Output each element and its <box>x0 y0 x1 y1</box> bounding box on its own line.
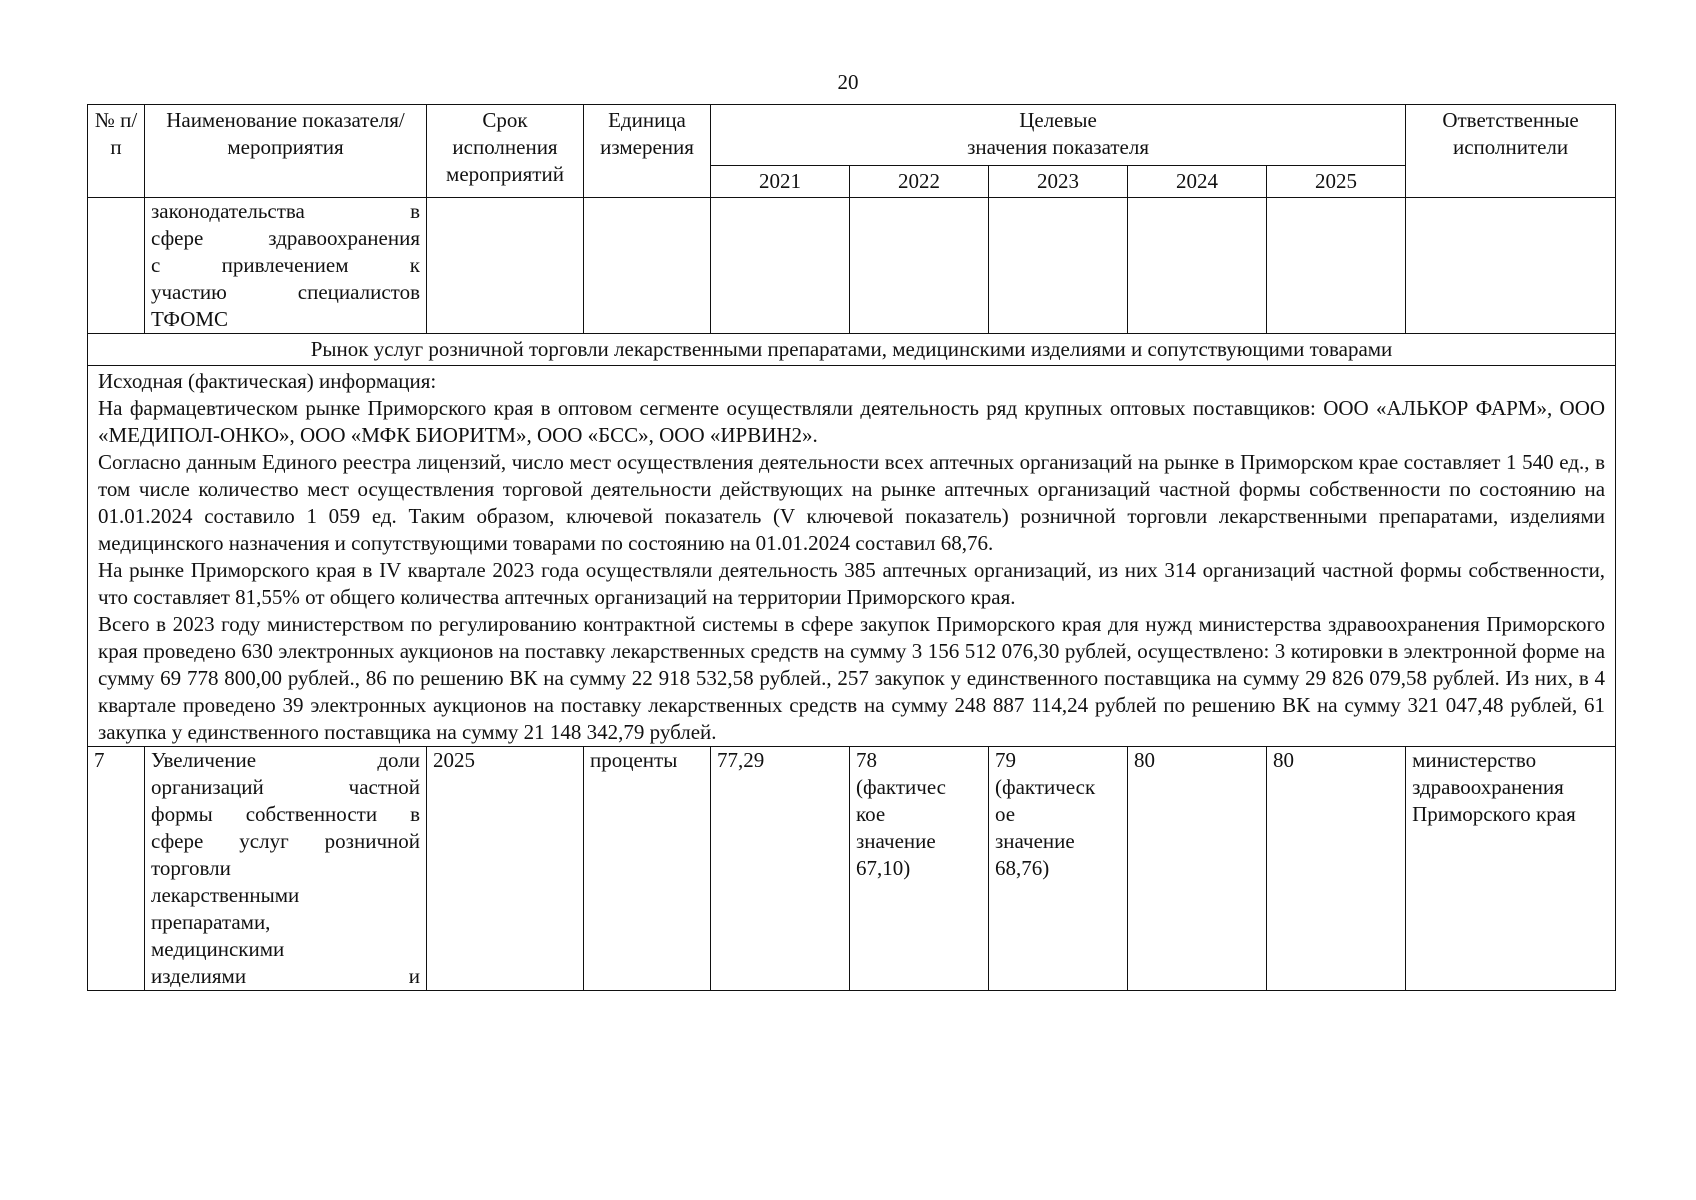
row-value-2023: 79 (фактическ ое значение 68,76) <box>989 747 1128 991</box>
continuation-name: законодательства в сфере здравоохранения с привлечением к участию специалистов ТФОМС <box>145 198 427 334</box>
indicators-table <box>87 104 1616 991</box>
section-title-row <box>88 334 1616 366</box>
info-paragraph: Всего в 2023 году министерством по регулированию контрактной системы в сфере закупок Приморского края для нужд министерства здравоохранения Приморского края проведено 630 электронных аукционов на поставку лекарственных средств на сумму 3 156 512 076,30 рублей, осуществлено: 3 котировки в электронной форме на сумму 69 778 800,00 рублей., 86 по решению ВК на сумму 22 918 532,58 рублей., 257 закупок у единственного поставщика на сумму 29 826 079,58 рублей. Из них, в 4 квартале проведено 39 электронных аукционов на поставку лекарственных средств на сумму 248 887 114,24 рублей по решению ВК на сумму 321 047,48 рублей, 61 закупка у единственного поставщика на сумму 21 148 342,79 рублей. <box>98 612 1606 744</box>
row-responsible: министерство здравоохранения Приморского края <box>1406 747 1616 991</box>
indicator-row-7 <box>88 747 1616 991</box>
header-year: 2021 <box>711 166 850 198</box>
header-year: 2022 <box>850 166 989 198</box>
header-deadline: Срок исполнения мероприятий <box>427 105 584 198</box>
header-name: Наименование показателя/мероприятия <box>145 105 427 198</box>
header-responsible: Ответственные исполнители <box>1406 105 1616 198</box>
continuation-cell <box>1128 198 1267 334</box>
row-value-2025: 80 <box>1267 747 1406 991</box>
continuation-cell <box>850 198 989 334</box>
page-number: 20 <box>837 70 859 94</box>
continuation-cell <box>584 198 711 334</box>
row-value-2022: 78 (фактичес кое значение 67,10) <box>850 747 989 991</box>
section-info-row <box>88 366 1616 747</box>
continuation-cell <box>989 198 1128 334</box>
header-row <box>88 105 1616 166</box>
info-paragraph: На фармацевтическом рынке Приморского края в оптовом сегменте осуществляли деятельность ряд крупных оптовых поставщиков: ООО «АЛЬКОР ФАРМ», ООО «МЕДИПОЛ-ОНКО», ООО «МФК БИОРИТМ», ООО «БСС», ООО «ИРВИН2». <box>98 396 1606 447</box>
row-value-2024: 80 <box>1128 747 1267 991</box>
header-year: 2025 <box>1267 166 1406 198</box>
section-title: Рынок услуг розничной торговли лекарственными препаратами, медицинскими изделиями и сопутствующими товарами <box>88 334 1616 366</box>
row-deadline: 2025 <box>427 747 584 991</box>
row-name: Увеличение доли организаций частной формы собственности в сфере услуг розничной торговли лекарственными препаратами, медицинскими изделиями и <box>145 747 427 991</box>
continuation-cell <box>1406 198 1616 334</box>
header-num: № п/п <box>88 105 145 198</box>
continuation-cell <box>711 198 850 334</box>
row-unit: проценты <box>584 747 711 991</box>
continuation-cell <box>427 198 584 334</box>
header-year: 2023 <box>989 166 1128 198</box>
continuation-num <box>88 198 145 334</box>
row-value-2021: 77,29 <box>711 747 850 991</box>
continuation-row <box>88 198 1616 334</box>
continuation-cell <box>1267 198 1406 334</box>
header-targets: Целевые значения показателя <box>711 105 1406 166</box>
row-num: 7 <box>88 747 145 991</box>
info-paragraph: Согласно данным Единого реестра лицензий, число мест осуществления деятельности всех аптечных организаций на рынке в Приморском крае составляет 1 540 ед., в том числе количество мест осуществления торговой деятельности действующих на рынке аптечных организаций частной формы собственности по состоянию на 01.01.2024 составило 1 059 ед. Таким образом, ключевой показатель (V ключевой показатель) розничной торговли лекарственными препаратами, изделиями медицинского назначения и сопутствующими товарами по состоянию на 01.01.2024 составил 68,76. <box>98 450 1606 555</box>
section-info <box>88 366 1616 747</box>
header-year: 2024 <box>1128 166 1267 198</box>
info-heading: Исходная (фактическая) информация: <box>98 369 437 393</box>
info-paragraph: На рынке Приморского края в IV квартале 2023 года осуществляли деятельность 385 аптечных организаций, из них 314 организаций частной формы собственности, что составляет 81,55% от общего количества аптечных организаций на территории Приморского края. <box>98 558 1606 609</box>
header-unit: Единица измерения <box>584 105 711 198</box>
